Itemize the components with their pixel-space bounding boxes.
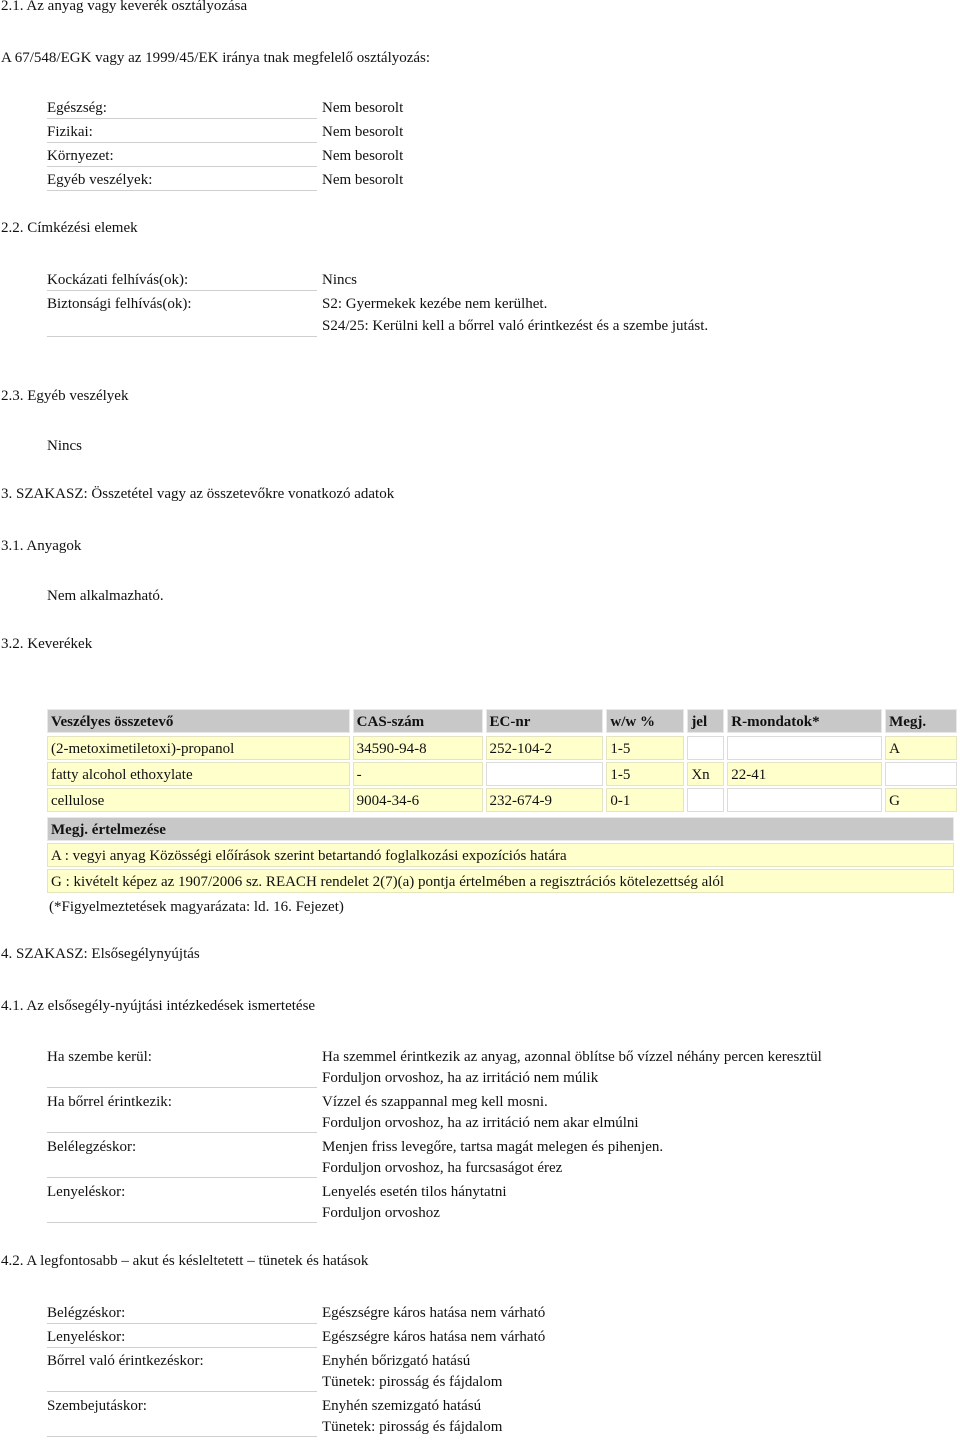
table-row	[47, 736, 957, 760]
symptom-ingestion-label: Lenyeléskor:	[47, 1327, 317, 1348]
header-symbol: jel	[687, 709, 724, 733]
symptom-skin-line-1: Enyhén bőrizgató hatású	[322, 1353, 471, 1369]
section-4-2-heading: 4.2. A legfontosabb – akut és késleltetett – tünetek és hatások	[1, 1253, 369, 1269]
cell-ww: 0-1	[606, 788, 684, 812]
cell-ww: 1-5	[606, 762, 684, 786]
note-row	[47, 869, 957, 893]
health-label: Egészség:	[47, 98, 317, 119]
eye-contact-label: Ha szembe kerül:	[47, 1047, 317, 1088]
header-ec: EC-nr	[486, 709, 604, 733]
symptom-inhalation-label: Belégzéskor:	[47, 1303, 317, 1324]
section-3-2-heading: 3.2. Keverékek	[1, 636, 93, 652]
table-row	[47, 788, 957, 812]
cell-note: A	[885, 736, 957, 760]
section-2-2-heading: 2.2. Címkézési elemek	[1, 220, 138, 236]
safety-phrase-s2: S2: Gyermekek kezébe nem kerülhet.	[322, 296, 548, 312]
symptom-inhalation-value: Egészségre káros hatása nem várható	[322, 1305, 546, 1321]
table-row	[47, 762, 957, 786]
cell-r-phrases	[727, 788, 882, 812]
symptom-skin-line-2: Tünetek: pirosság és fájdalom	[322, 1374, 503, 1390]
substances-text: Nem alkalmazható.	[47, 588, 164, 604]
table-footnote: (*Figyelmeztetések magyarázata: ld. 16. Fejezet)	[49, 899, 344, 915]
skin-contact-line-2: Forduljon orvoshoz, ha az irritáció nem akar elmúlni	[322, 1115, 639, 1131]
risk-phrases-label: Kockázati felhívás(ok):	[47, 270, 317, 291]
symptom-eye-line-2: Tünetek: pirosság és fájdalom	[322, 1419, 503, 1435]
environment-value: Nem besorolt	[322, 148, 404, 164]
note-row	[47, 843, 957, 867]
symptom-eye-label: Szembejutáskor:	[47, 1396, 317, 1437]
physical-label: Fizikai:	[47, 122, 317, 143]
ingestion-label: Lenyeléskor:	[47, 1182, 317, 1223]
cell-cas: -	[353, 762, 483, 786]
symptom-eye-line-1: Enyhén szemizgató hatású	[322, 1398, 482, 1414]
safety-phrases-label: Biztonsági felhívás(ok):	[47, 294, 317, 337]
inhalation-line-1: Menjen friss levegőre, tartsa magát melegen és pihenjen.	[322, 1139, 664, 1155]
classification-subheading: A 67/548/EGK vagy az 1999/45/EK iránya tnak megfelelő osztályozás:	[1, 50, 431, 66]
skin-contact-label: Ha bőrrel érintkezik:	[47, 1092, 317, 1133]
section-3-1-heading: 3.1. Anyagok	[1, 538, 82, 554]
header-cas: CAS-szám	[353, 709, 483, 733]
eye-contact-line-2: Forduljon orvoshoz, ha az irritáció nem múlik	[322, 1070, 599, 1086]
other-hazards-text: Nincs	[47, 438, 82, 454]
skin-contact-line-1: Vízzel és szappannal meg kell mosni.	[322, 1094, 548, 1110]
header-r-phrases: R-mondatok*	[727, 709, 882, 733]
cell-symbol	[687, 736, 724, 760]
note-a: A : vegyi anyag Közösségi előírások szerint betartandó foglalkozási expozíciós határa	[47, 843, 954, 867]
ingestion-line-2: Forduljon orvoshoz	[322, 1205, 440, 1221]
section-3-heading: 3. SZAKASZ: Összetétel vagy az összetevőkre vonatkozó adatok	[1, 486, 395, 502]
cell-ec: 232-674-9	[486, 788, 604, 812]
inhalation-label: Belélegzéskor:	[47, 1137, 317, 1178]
note-g: G : kivételt képez az 1907/2006 sz. REACH rendelet 2(7)(a) pontja értelmében a regisztrációs kötelezettség alól	[47, 869, 954, 893]
cell-symbol	[687, 788, 724, 812]
ingestion-line-1: Lenyelés esetén tilos hánytatni	[322, 1184, 507, 1200]
cell-component: (2-metoximetiletoxi)-propanol	[47, 736, 350, 760]
cell-ec	[486, 762, 604, 786]
header-component: Veszélyes összetevő	[47, 709, 350, 733]
header-note: Megj.	[885, 709, 957, 733]
other-hazards-value: Nem besorolt	[322, 172, 404, 188]
notes-title-row	[47, 817, 957, 841]
cell-note: G	[885, 788, 957, 812]
cell-r-phrases	[727, 736, 882, 760]
other-hazards-label: Egyéb veszélyek:	[47, 170, 317, 191]
safety-phrase-s24-25: S24/25: Kerülni kell a bőrrel való érintkezést és a szembe jutást.	[322, 318, 709, 334]
inhalation-line-2: Forduljon orvoshoz, ha furcsaságot érez	[322, 1160, 563, 1176]
symptom-ingestion-value: Egészségre káros hatása nem várható	[322, 1329, 546, 1345]
cell-note	[885, 762, 957, 786]
section-2-3-heading: 2.3. Egyéb veszélyek	[1, 388, 129, 404]
eye-contact-line-1: Ha szemmel érintkezik az anyag, azonnal öblítse bő vízzel néhány percen keresztül	[322, 1049, 822, 1065]
header-ww: w/w %	[606, 709, 684, 733]
cell-ww: 1-5	[606, 736, 684, 760]
cell-component: fatty alcohol ethoxylate	[47, 762, 350, 786]
cell-symbol: Xn	[687, 762, 724, 786]
cell-ec: 252-104-2	[486, 736, 604, 760]
notes-title: Megj. értelmezése	[47, 817, 954, 841]
risk-phrases-value: Nincs	[322, 272, 357, 288]
section-4-1-heading: 4.1. Az elsősegély-nyújtási intézkedések ismertetése	[1, 998, 316, 1014]
cell-r-phrases: 22-41	[727, 762, 882, 786]
section-2-1-heading: 2.1. Az anyag vagy keverék osztályozása	[1, 0, 248, 14]
cell-cas: 34590-94-8	[353, 736, 483, 760]
section-4-heading: 4. SZAKASZ: Elsősegélynyújtás	[1, 946, 200, 962]
composition-table-header	[47, 709, 957, 733]
health-value: Nem besorolt	[322, 100, 404, 116]
cell-cas: 9004-34-6	[353, 788, 483, 812]
cell-component: cellulose	[47, 788, 350, 812]
environment-label: Környezet:	[47, 146, 317, 167]
physical-value: Nem besorolt	[322, 124, 404, 140]
symptom-skin-label: Bőrrel való érintkezéskor:	[47, 1351, 317, 1392]
